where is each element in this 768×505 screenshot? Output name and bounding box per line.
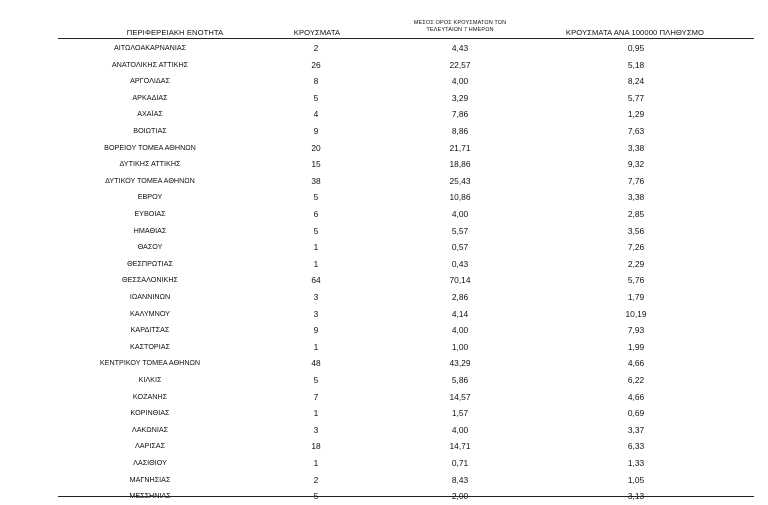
cases-cell: 5 [313, 491, 319, 502]
region-cell: ΘΕΣΣΑΛΟΝΙΚΗΣ [122, 275, 178, 285]
cases-cell: 9 [313, 325, 319, 336]
cases-cell: 3 [313, 308, 319, 319]
region-cell: ΔΥΤΙΚΗΣ ΑΤΤΙΚΗΣ [119, 159, 181, 169]
per100k-cell: 3,38 [627, 142, 645, 153]
table-row [0, 90, 768, 107]
table-row [0, 372, 768, 389]
region-cell: ΚΟΡΙΝΘΙΑΣ [130, 408, 170, 418]
cases-cell: 26 [311, 59, 321, 70]
header-region: ΠΕΡΙΦΕΡΕΙΑΚΗ ΕΝΟΤΗΤΑ [126, 28, 224, 37]
per100k-cell: 2,85 [627, 209, 645, 219]
region-cell: ΑΡΚΑΔΙΑΣ [132, 92, 168, 102]
region-cell: ΑΙΤΩΛΟΑΚΑΡΝΑΝΙΑΣ [113, 43, 187, 52]
cases-cell: 5 [313, 192, 319, 203]
per100k-cell: 9,32 [627, 159, 645, 170]
cases-cell: 2 [313, 43, 319, 53]
table-row [0, 306, 768, 323]
cases-cell: 1 [313, 258, 319, 269]
region-cell: ΕΥΒΟΙΑΣ [134, 209, 166, 218]
region-cell: ΑΡΓΟΛΙΔΑΣ [130, 76, 170, 86]
region-cell: ΛΑΚΩΝΙΑΣ [131, 424, 169, 434]
avg7-cell: 21,71 [449, 142, 471, 153]
region-cell: ΜΑΓΝΗΣΙΑΣ [129, 474, 171, 484]
per100k-cell: 1,29 [627, 109, 645, 120]
table-row [0, 123, 768, 140]
region-cell: ΛΑΣΙΘΙΟΥ [133, 458, 167, 467]
avg7-cell: 5,57 [451, 225, 469, 236]
table-row [0, 40, 768, 57]
avg7-cell: 4,43 [451, 43, 469, 53]
avg7-cell: 4,00 [451, 325, 469, 336]
table-row [0, 106, 768, 123]
avg7-cell: 4,14 [451, 308, 469, 319]
cases-cell: 5 [313, 375, 319, 385]
avg7-cell: 25,43 [449, 175, 471, 186]
cases-cell: 1 [313, 242, 319, 253]
per100k-cell: 1,33 [627, 458, 645, 468]
avg7-cell: 7,86 [451, 109, 469, 120]
table-row [0, 355, 768, 372]
per100k-cell: 4,66 [627, 391, 645, 402]
per100k-cell: 6,33 [627, 441, 645, 452]
per100k-cell: 10,19 [625, 308, 647, 319]
region-cell: ΚΕΝΤΡΙΚΟΥ ΤΟΜΕΑ ΑΘΗΝΩΝ [99, 358, 201, 368]
table-header [0, 0, 768, 40]
table-row [0, 389, 768, 406]
avg7-cell: 14,71 [449, 441, 471, 452]
region-cell: ΑΝΑΤΟΛΙΚΗΣ ΑΤΤΙΚΗΣ [111, 59, 189, 69]
region-cell: ΕΒΡΟΥ [137, 192, 163, 202]
bottom-divider [58, 496, 754, 497]
per100k-cell: 0,95 [627, 43, 645, 53]
region-cell: ΚΑΡΔΙΤΣΑΣ [130, 325, 170, 335]
table-row [0, 173, 768, 190]
per100k-cell: 3,38 [627, 192, 645, 203]
region-cell: ΙΩΑΝΝΙΝΩΝ [129, 292, 171, 301]
header-per100k: ΚΡΟΥΣΜΑΤΑ ΑΝΑ 100000 ΠΛΗΘΥΣΜΟ [565, 28, 705, 37]
table-row [0, 438, 768, 455]
per100k-cell: 1,79 [627, 292, 645, 302]
table-row [0, 239, 768, 256]
region-cell: ΛΑΡΙΣΑΣ [134, 441, 166, 451]
avg7-cell: 3,29 [451, 92, 469, 103]
cases-cell: 1 [313, 408, 319, 419]
region-cell: ΚΑΛΥΜΝΟΥ [130, 308, 170, 318]
avg7-cell: 0,57 [451, 242, 469, 253]
table-row [0, 455, 768, 472]
per100k-cell: 5,76 [627, 275, 645, 286]
table-row [0, 156, 768, 173]
cases-cell: 7 [313, 391, 319, 402]
region-cell: ΑΧΑΪΑΣ [137, 109, 163, 119]
avg7-cell: 70,14 [449, 275, 471, 286]
cases-cell: 2 [313, 474, 319, 485]
per100k-cell: 0,69 [627, 408, 645, 419]
avg7-cell: 8,43 [451, 474, 469, 485]
cases-cell: 20 [311, 142, 321, 153]
per100k-cell: 7,26 [627, 242, 645, 253]
per100k-cell: 4,66 [627, 358, 645, 369]
avg7-cell: 4,00 [451, 209, 469, 219]
region-cell: ΚΑΣΤΟΡΙΑΣ [130, 341, 170, 351]
cases-cell: 4 [313, 109, 319, 120]
cases-cell: 5 [313, 92, 319, 103]
table-row [0, 223, 768, 240]
per100k-cell: 1,05 [627, 474, 645, 485]
cases-cell: 15 [311, 159, 321, 170]
cases-cell: 64 [311, 275, 321, 286]
per100k-cell: 2,29 [627, 258, 645, 269]
avg7-cell: 1,00 [451, 341, 469, 352]
cases-cell: 18 [311, 441, 321, 452]
avg7-cell: 8,86 [451, 126, 469, 136]
per100k-cell: 5,18 [627, 59, 645, 70]
per100k-cell: 3,37 [627, 424, 645, 435]
region-cell: ΒΟΙΩΤΙΑΣ [133, 126, 167, 135]
per100k-cell: 5,77 [627, 92, 645, 103]
cases-cell: 1 [313, 458, 319, 468]
avg7-cell: 2,00 [451, 491, 469, 502]
avg7-cell: 18,86 [449, 159, 471, 170]
table-row [0, 339, 768, 356]
avg7-cell: 1,57 [451, 408, 469, 419]
region-cell: ΘΕΣΠΡΩΤΙΑΣ [127, 258, 173, 268]
region-cell: ΚΙΛΚΙΣ [138, 375, 162, 384]
avg7-cell: 4,00 [451, 76, 469, 87]
avg7-cell: 10,86 [449, 192, 471, 203]
cases-cell: 48 [311, 358, 321, 369]
per100k-cell: 6,22 [627, 375, 645, 385]
avg7-cell: 0,43 [451, 258, 469, 269]
cases-cell: 3 [313, 424, 319, 435]
cases-cell: 5 [313, 225, 319, 236]
header-cases: ΚΡΟΥΣΜΑΤΑ [293, 28, 341, 37]
header-avg7-line1: ΜΕΣΟΣ ΟΡΟΣ ΚΡΟΥΣΜΑΤΩΝ ΤΩΝ [413, 20, 507, 26]
avg7-cell: 2,86 [451, 292, 469, 302]
avg7-cell: 14,57 [449, 391, 471, 402]
region-cell: ΔΥΤΙΚΟΥ ΤΟΜΕΑ ΑΘΗΝΩΝ [105, 175, 195, 185]
avg7-cell: 5,86 [451, 375, 469, 385]
per100k-cell: 1,99 [627, 341, 645, 352]
table-row [0, 140, 768, 157]
per100k-cell: 8,24 [627, 76, 645, 87]
table-row [0, 422, 768, 439]
cases-cell: 6 [313, 209, 319, 219]
avg7-cell: 0,71 [451, 458, 469, 468]
table-row [0, 405, 768, 422]
region-cell: ΜΕΣΣΗΝΙΑΣ [129, 491, 171, 501]
avg7-cell: 4,00 [451, 424, 469, 435]
per100k-cell: 7,76 [627, 175, 645, 186]
header-avg7-line2: ΤΕΛΕΥΤΑΙΩΝ 7 ΗΜΕΡΩΝ [426, 27, 494, 33]
per100k-cell: 7,93 [627, 325, 645, 336]
region-cell: ΘΑΣΟΥ [137, 242, 163, 252]
table-row [0, 73, 768, 90]
table-row [0, 206, 768, 223]
cases-cell: 8 [313, 76, 319, 87]
region-cell: ΒΟΡΕΙΟΥ ΤΟΜΕΑ ΑΘΗΝΩΝ [104, 142, 196, 152]
header-divider [58, 38, 754, 39]
cases-cell: 9 [313, 126, 319, 136]
per100k-cell: 7,63 [627, 126, 645, 136]
avg7-cell: 22,57 [449, 59, 471, 70]
table-row [0, 472, 768, 489]
avg7-cell: 43,29 [449, 358, 471, 369]
per100k-cell: 3,13 [627, 491, 645, 502]
cases-cell: 1 [313, 341, 319, 352]
cases-cell: 3 [313, 292, 319, 302]
table-row [0, 322, 768, 339]
table-row [0, 57, 768, 74]
table-row [0, 272, 768, 289]
table-row [0, 289, 768, 306]
table-row [0, 189, 768, 206]
table-row [0, 256, 768, 273]
region-cell: ΗΜΑΘΙΑΣ [133, 225, 167, 235]
cases-cell: 38 [311, 175, 321, 186]
region-cell: ΚΟΖΑΝΗΣ [132, 391, 168, 401]
per100k-cell: 3,56 [627, 225, 645, 236]
